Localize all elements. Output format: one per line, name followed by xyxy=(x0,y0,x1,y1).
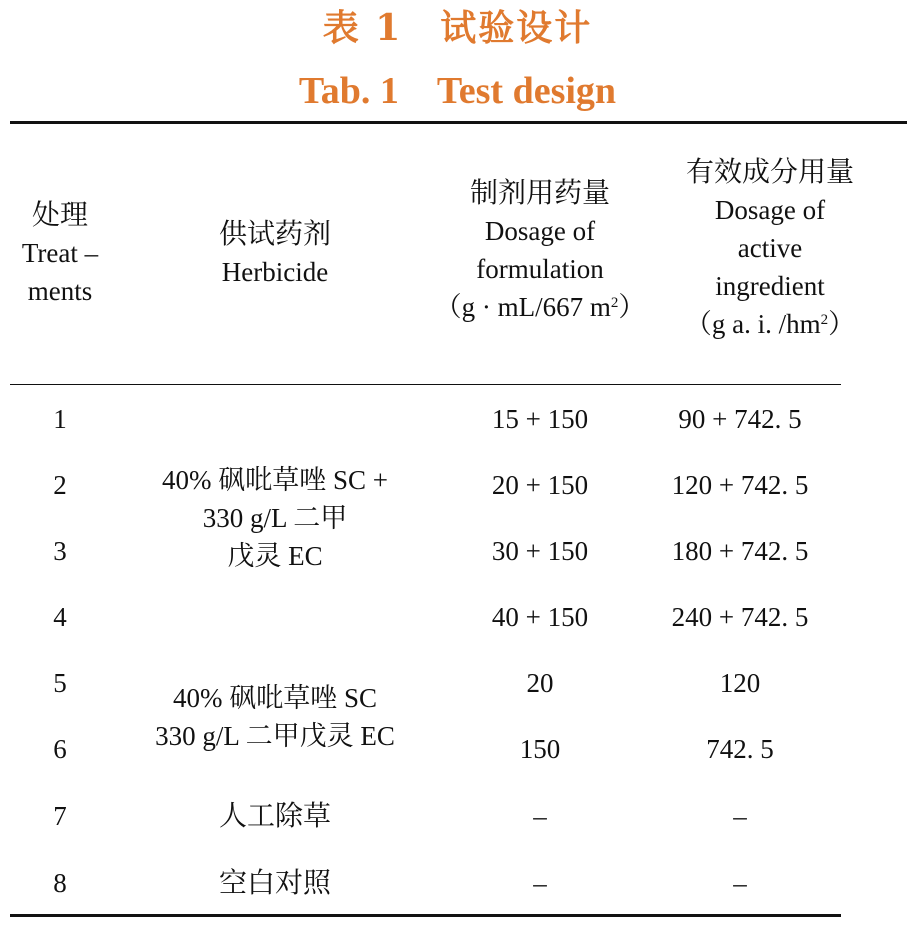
row-8-formulation: – xyxy=(533,868,547,898)
header-formulation-unit: （g · mL/667 $m^2$） xyxy=(434,292,646,322)
row-1-id: 1 xyxy=(53,404,67,434)
row-3-active: 180 + 742. 5 xyxy=(671,536,809,566)
row-4-active: 240 + 742. 5 xyxy=(671,602,809,632)
header-treatment xyxy=(4,196,116,310)
row-2-formulation: 20 + 150 xyxy=(491,470,589,500)
row-6-active: 742. 5 xyxy=(706,734,774,764)
header-rule xyxy=(10,384,841,385)
herbicide-mix-group xyxy=(115,461,435,575)
header-herbicide xyxy=(125,215,425,291)
herbicide-mix-line2: 330 g/L 二甲 xyxy=(202,503,348,533)
header-active-en1: Dosage of xyxy=(714,195,826,225)
header-formulation-en1: Dosage of xyxy=(484,216,596,246)
row-7-id: 7 xyxy=(53,801,67,831)
row-6-id: 6 xyxy=(53,734,67,764)
herbicide-mix-line3: 戊灵 EC xyxy=(227,541,323,571)
herbicide-blank-control: 空白对照 xyxy=(218,866,331,899)
row-5-id: 5 xyxy=(53,668,67,698)
herbicide-single-group xyxy=(100,679,450,755)
header-herbicide-en: Herbicide xyxy=(221,257,329,287)
top-rule xyxy=(10,121,907,124)
header-herbicide-cn: 供试药剂 xyxy=(218,217,331,250)
row-8-active: – xyxy=(733,868,747,898)
header-active-cn: 有效成分用量 xyxy=(685,155,854,188)
row-3-id: 3 xyxy=(53,536,67,566)
herbicide-single-line1: 40% 砜吡草唑 SC xyxy=(172,683,378,713)
header-treatment-cn: 处理 xyxy=(31,198,88,231)
row-3-formulation: 30 + 150 xyxy=(491,536,589,566)
row-7-active: – xyxy=(733,801,747,831)
header-treatment-en1: Treat – xyxy=(21,238,99,268)
header-treatment-en2: ments xyxy=(27,276,93,306)
herbicide-single-line2: 330 g/L 二甲戊灵 EC xyxy=(155,721,395,751)
header-active-ingredient xyxy=(655,153,885,343)
row-4-id: 4 xyxy=(53,602,67,632)
herbicide-manual-weeding: 人工除草 xyxy=(218,799,331,832)
header-formulation-en2: formulation xyxy=(476,254,604,284)
header-formulation-cn: 制剂用药量 xyxy=(469,176,610,209)
row-6-formulation: 150 xyxy=(519,734,561,764)
row-7-formulation: – xyxy=(533,801,547,831)
row-1-active: 90 + 742. 5 xyxy=(678,404,802,434)
row-2-active: 120 + 742. 5 xyxy=(671,470,809,500)
row-4-formulation: 40 + 150 xyxy=(491,602,589,632)
header-active-en3: ingredient xyxy=(715,271,825,301)
herbicide-mix-line1: 40% 砜吡草唑 SC + xyxy=(162,465,388,495)
header-active-en2: active xyxy=(737,233,803,263)
row-5-active: 120 xyxy=(719,668,761,698)
table-title-english: Tab. 1 Test design xyxy=(298,70,617,112)
row-5-formulation: 20 xyxy=(526,668,554,698)
row-2-id: 2 xyxy=(53,470,67,500)
table-title-chinese: 表 1 试验设计 xyxy=(322,7,593,49)
header-formulation xyxy=(420,174,660,326)
row-8-id: 8 xyxy=(53,868,67,898)
row-1-formulation: 15 + 150 xyxy=(491,404,589,434)
header-active-unit: （g a. i. $/hm^2$） xyxy=(684,309,856,339)
bottom-rule xyxy=(10,914,841,917)
